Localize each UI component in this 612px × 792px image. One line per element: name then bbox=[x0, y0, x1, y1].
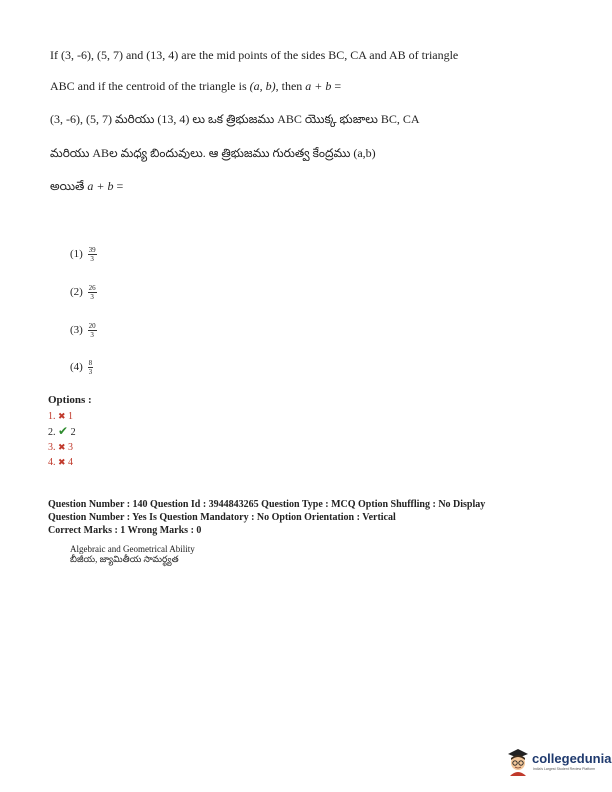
te-sum-expression: a + b bbox=[87, 179, 114, 193]
choice-4 bbox=[70, 359, 93, 376]
check-mark-icon: ✔ bbox=[58, 424, 69, 438]
fraction-numerator: 26 bbox=[88, 284, 96, 292]
option-index: 3. bbox=[48, 442, 56, 453]
choice-2 bbox=[70, 284, 97, 301]
fraction-numerator: 39 bbox=[88, 246, 96, 254]
student-avatar-icon bbox=[505, 746, 531, 776]
options-list bbox=[48, 409, 76, 470]
option-row-4 bbox=[48, 455, 76, 470]
option-row-2 bbox=[48, 424, 76, 440]
logo-name: collegedunia bbox=[532, 751, 612, 766]
wrong-mark-icon: ✖ bbox=[58, 411, 66, 421]
logo-tagline: India's Largest Student Review Platform bbox=[533, 767, 596, 771]
fraction-denominator: 3 bbox=[90, 255, 94, 263]
question-en-line2 bbox=[50, 79, 341, 94]
question-te-line2: మరియు ABల మధ్య బిందువులు. ఆ త్రిభుజము గురుత్వ కేంద్రము (a,b) bbox=[50, 146, 376, 160]
choice-label: (1) bbox=[70, 248, 83, 261]
fraction-denominator: 3 bbox=[90, 331, 94, 339]
wrong-mark-icon: ✖ bbox=[58, 442, 66, 452]
meta-line2: Question Number : Yes Is Question Mandatory : No Option Orientation : Vertical bbox=[48, 512, 396, 523]
choice-3 bbox=[70, 322, 97, 339]
question-en-line2-a: ABC and if the centroid of the triangle is bbox=[50, 79, 250, 93]
wrong-mark-icon: ✖ bbox=[58, 457, 66, 467]
option-row-1 bbox=[48, 409, 76, 424]
question-meta bbox=[48, 498, 485, 537]
options-heading: Options : bbox=[48, 394, 92, 406]
meta-line3: Correct Marks : 1 Wrong Marks : 0 bbox=[48, 525, 202, 536]
centroid-variable: (a, b) bbox=[249, 79, 276, 93]
sum-expression: a + b bbox=[305, 79, 332, 93]
choice-label: (3) bbox=[70, 324, 83, 337]
choice-1 bbox=[70, 246, 97, 263]
option-value: 1 bbox=[68, 411, 74, 422]
choice-fraction bbox=[88, 322, 97, 339]
option-value: 3 bbox=[68, 442, 74, 453]
fraction-numerator: 20 bbox=[88, 322, 96, 330]
option-value: 2 bbox=[70, 427, 76, 438]
fraction-denominator: 3 bbox=[90, 293, 94, 301]
question-en-line2-c: = bbox=[331, 79, 342, 93]
question-te-line3-a: అయితే bbox=[50, 179, 88, 193]
choice-fraction bbox=[88, 284, 97, 301]
fraction-numerator: 8 bbox=[88, 359, 93, 367]
meta-line1: Question Number : 140 Question Id : 3944843265 Question Type : MCQ Option Shuffling : No Display bbox=[48, 499, 486, 510]
collegedunia-logo bbox=[505, 746, 612, 778]
question-te-line3-b: = bbox=[113, 179, 124, 193]
question-en-line2-b: , then bbox=[275, 79, 306, 93]
option-index: 2. bbox=[48, 427, 56, 438]
question-te-line1: (3, -6), (5, 7) మరియు (13, 4) లు ఒక త్రిభుజము ABC యొక్క భుజాలు BC, CA bbox=[50, 112, 420, 126]
choice-fraction bbox=[88, 246, 97, 263]
subject-te: బీజీయ, జ్యామితీయ సామర్థ్యత bbox=[70, 554, 179, 564]
option-index: 1. bbox=[48, 411, 56, 422]
option-index: 4. bbox=[48, 457, 56, 468]
choice-fraction bbox=[88, 359, 94, 376]
subject-en: Algebraic and Geometrical Ability bbox=[70, 544, 195, 554]
question-te-line3 bbox=[50, 179, 123, 196]
question-en-line1: If (3, -6), (5, 7) and (13, 4) are the mid points of the sides BC, CA and AB of triangle bbox=[50, 48, 459, 62]
option-row-3 bbox=[48, 440, 76, 455]
choice-label: (2) bbox=[70, 286, 83, 299]
choice-label: (4) bbox=[70, 361, 83, 374]
option-value: 4 bbox=[68, 457, 74, 468]
subject-label bbox=[70, 544, 195, 564]
fraction-denominator: 3 bbox=[88, 368, 93, 376]
